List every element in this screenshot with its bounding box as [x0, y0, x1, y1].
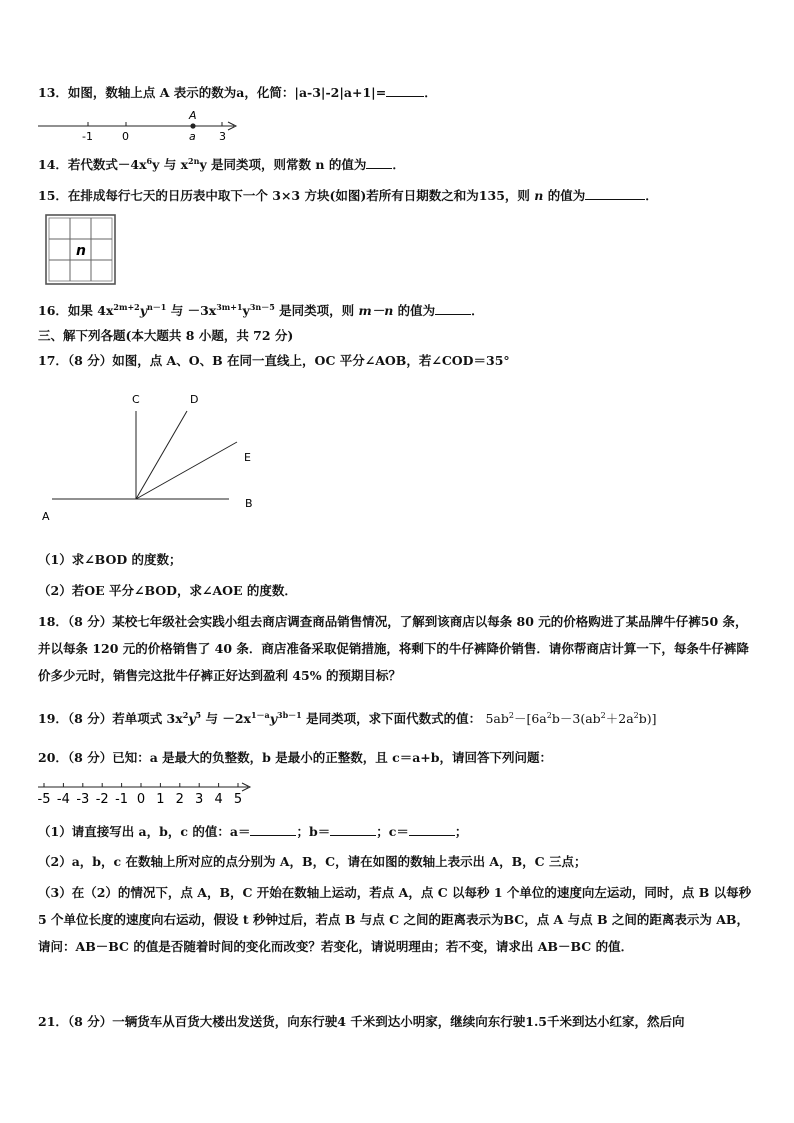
- q17-label-C: C: [132, 393, 140, 406]
- q20-part3: （3）在（2）的情况下，点 A，B，C 开始在数轴上运动，若点 A，点 C 以每秒 1 个单位的速度向左运动，同时，点 B 以每秒 5 个单位长度的速度向右运动，假设 t 秒钟过后，若点 B 与点 C 之间的距离表示为BC，点 A 与点 B 之间的距离表示为 AB，请问：AB－BC 的值是否随着时间的变化而改变？若变化，请说明理由；若不变，请求出 AB－BC 的值．: [38, 885, 752, 954]
- q20-tick-label: 1: [156, 792, 165, 807]
- q13-number-line: [36, 108, 246, 144]
- q20-tick-label: 5: [233, 792, 243, 807]
- q15-calendar-grid: [45, 214, 117, 286]
- q18-text: 18．（8 分）某校七年级社会实践小组去商店调查商品销售情况，了解到该商店以每条 80 元的价格购进了某品牌牛仔裤50 条，并以每条 120 元的价格销售了 40 条．商店准备采取促销措施，将剩下的牛仔裤降价销售．请你帮商店计算一下，每条牛仔裤降价多少元时，销售完这批牛仔裤正好达到盈利 45% 的预期目标？: [38, 614, 749, 683]
- q15-grid-n: n: [76, 243, 86, 259]
- q21-text: 21．（8 分）一辆货车从百货大楼出发送货，向东行驶4 千米到达小明家，继续向东行驶1.5千米到达小红家，然后向: [38, 1014, 685, 1029]
- q13-tick-0: 0: [122, 130, 129, 143]
- q17-part1: （1）求∠BOD 的度数；: [38, 552, 182, 567]
- q13-tick-neg1: -1: [82, 130, 93, 143]
- q19-text: 19．（8 分）若单项式 $3x^2y^5$ 与 $-2x^{1-a}y^{3b-1}$ 是同类项，求下面代数式的值： $5ab^2-[6a^2b-3(ab^2+2a^2b)]$: [38, 709, 657, 726]
- q17-label-A: A: [42, 510, 50, 523]
- q13-tick-3: 3: [219, 130, 226, 143]
- q13-point-a: [190, 123, 195, 128]
- q17-text: 17．（8 分）如图，点 A、O、B 在同一直线上，OC 平分∠AOB，若∠COD＝35°: [38, 353, 510, 368]
- q17-angle-diagram: [36, 386, 276, 526]
- q14-text: 14．若代数式$-4x^6y$ 与 $x^{2n}y$ 是同类项，则常数 n 的值为 ．: [38, 155, 405, 172]
- q15-blank[interactable]: [585, 187, 645, 200]
- q20-blank-b[interactable]: [330, 823, 376, 836]
- q17-label-B: B: [245, 497, 253, 510]
- q20-tick-label: 3: [195, 792, 204, 807]
- q17-label-D: D: [190, 393, 199, 406]
- section-3-heading: 三、解下列各题(本大题共 8 小题，共 72 分): [38, 328, 294, 343]
- q20-part1: （1）请直接写出 a，b，c 的值：a＝ ；b＝ ；c＝ ；: [38, 824, 468, 839]
- q13-label-a: a: [189, 130, 196, 143]
- q20-blank-c[interactable]: [409, 823, 455, 836]
- q20-tick-label: -5: [37, 792, 51, 807]
- q15-text: 15．在排成每行七天的日历表中取下一个 3×3 方块(如图)若所有日期数之和为135，则 n 的值为 ．: [38, 188, 658, 203]
- q20-tick-label: 4: [214, 792, 223, 807]
- q20-tick-label: -1: [115, 792, 129, 807]
- q13-label-A: A: [189, 109, 197, 122]
- q20-number-line: [34, 778, 264, 808]
- q17-part2: （2）若OE 平分∠BOD，求∠AOE 的度数．: [38, 583, 297, 598]
- q20-tick-label: -2: [95, 792, 109, 807]
- q20-tick-label: 0: [136, 792, 146, 807]
- q20-tick-label: -4: [56, 792, 70, 807]
- q20-text: 20．（8 分）已知：a 是最大的负整数，b 是最小的正整数，且 c＝a+b，请回答下列问题：: [38, 750, 553, 765]
- q13-blank[interactable]: [386, 84, 424, 97]
- q20-part2: （2）a，b，c 在数轴上所对应的点分别为 A，B，C，请在如图的数轴上表示出 A，B，C 三点；: [38, 854, 587, 869]
- q19-expression: $5ab^2-[6a^2b-3(ab^2+2a^2b)]$: [485, 710, 657, 726]
- q14-blank[interactable]: [366, 156, 392, 169]
- q13-text: 13．如图，数轴上点 A 表示的数为a，化简：|a-3|-2|a+1|= ．: [38, 85, 437, 100]
- q16-text: 16．如果 $4x^{2m+2}y^{n-1}$ 与 $-3x^{3m+1}y^{3n-5}$ 是同类项，则 m－n 的值为 ．: [38, 301, 484, 318]
- q20-tick-label: 2: [175, 792, 184, 807]
- q17-label-E: E: [244, 451, 251, 464]
- q16-blank[interactable]: [435, 302, 471, 315]
- q20-blank-a[interactable]: [250, 823, 296, 836]
- q20-tick-label: -3: [76, 792, 90, 807]
